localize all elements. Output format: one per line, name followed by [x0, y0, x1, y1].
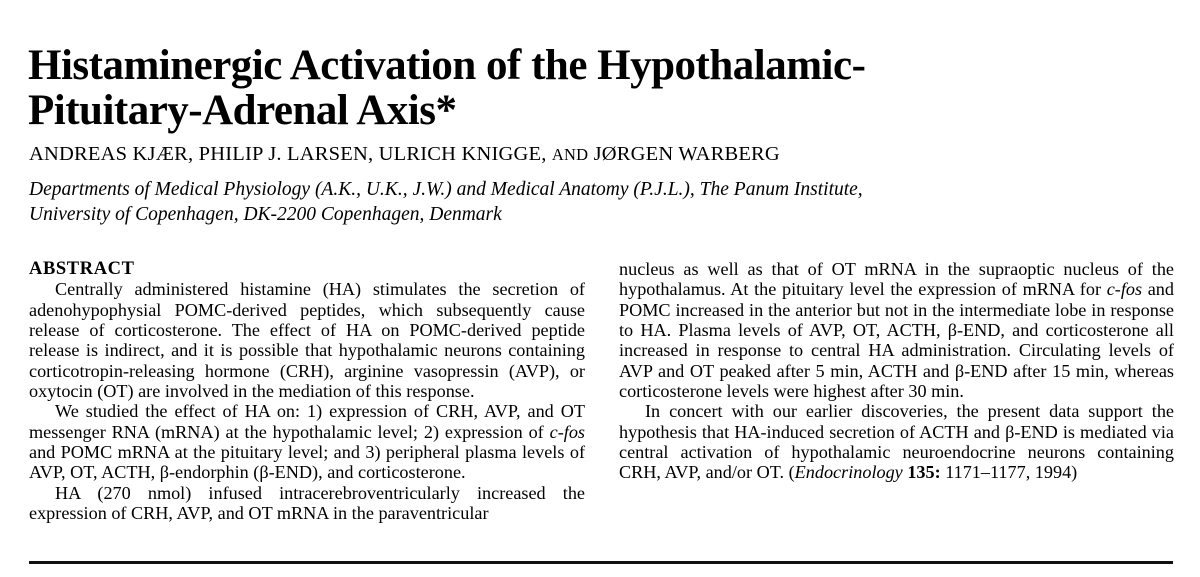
article-title-line2: Pituitary-Adrenal Axis*	[28, 86, 457, 134]
authors-part2: JØRGEN WARBERG	[593, 143, 780, 165]
abstract-paragraph-3-continued: nucleus as well as that of OT mRNA in the supraoptic nucleus of the hypothalamus. At the pituitary level the expression of mRNA for c-fos and POMC increased in the anterior but not in the intermediate lobe in response to HA. Plasma levels of AVP, OT, ACTH, β-END, and corticosterone all increased in response to central HA administration. Circulating levels of AVP and OT peaked after 5 min, ACTH and β-END after 15 min, whereas corticosterone levels were highest after 30 min.	[619, 259, 1174, 402]
authors-and-word: AND	[551, 145, 589, 164]
authors-part1: ANDREAS KJÆR, PHILIP J. LARSEN, ULRICH KNIGGE,	[29, 143, 547, 165]
affiliation-line1: Departments of Medical Physiology (A.K., U.K., J.W.) and Medical Anatomy (P.J.L.), The Panum Institute,	[29, 179, 863, 200]
abstract-right-column	[619, 259, 1174, 483]
article-title	[28, 43, 865, 133]
bottom-divider-rule	[29, 561, 1173, 564]
authors-line	[29, 143, 780, 166]
abstract-paragraph-2: We studied the effect of HA on: 1) expression of CRH, AVP, and OT messenger RNA (mRNA) at the hypothalamic level; 2) expression of c-fos and POMC mRNA at the pituitary level; and 3) peripheral plasma levels of AVP, OT, ACTH, β-endorphin (β-END), and corticosterone.	[29, 401, 585, 483]
article-title-line1: Histaminergic Activation of the Hypothalamic-	[28, 41, 866, 89]
affiliation-line2: University of Copenhagen, DK-2200 Copenhagen, Denmark	[29, 203, 502, 225]
abstract-paragraph-3: HA (270 nmol) infused intracerebroventricularly increased the expression of CRH, AVP, and OT mRNA in the paraventricular	[29, 482, 585, 524]
abstract-paragraph-4: In concert with our earlier discoveries, the present data support the hypothesis that HA-induced secretion of ACTH and β-END is mediated via central activation of hypothalamic neuroendocrine neurons containing CRH, AVP, and/or OT. (Endocrinology 135: 1171–1177, 1994)	[619, 401, 1174, 483]
affiliation	[29, 178, 863, 227]
abstract-paragraph-1: Centrally administered histamine (HA) stimulates the secretion of adenohypophysial POMC-derived peptides, which subsequently cause release of corticosterone. The effect of HA on POMC-derived peptide release is indirect, and it is possible that hypothalamic neurons containing corticotropin-releasing hormone (CRH), arginine vasopressin (AVP), or oxytocin (OT) are involved in the mediation of this response.	[29, 279, 585, 402]
abstract-heading: ABSTRACT	[29, 259, 135, 279]
abstract-left-column	[29, 259, 585, 523]
